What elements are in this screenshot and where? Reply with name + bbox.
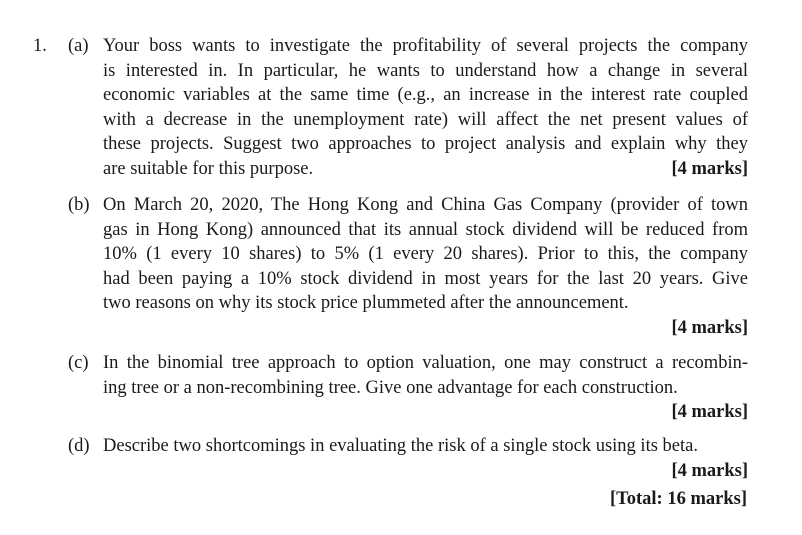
question-number: 1. bbox=[33, 36, 47, 56]
text-line: Describe two shortcomings in evaluating the risk of a single stock using its beta. bbox=[103, 436, 698, 456]
part-text bbox=[103, 351, 748, 425]
text-line bbox=[103, 157, 748, 182]
part-text bbox=[103, 34, 748, 181]
marks-label: [4 marks] bbox=[671, 158, 748, 179]
part-label: (a) bbox=[68, 36, 89, 56]
marks-label: [4 marks] bbox=[671, 317, 748, 338]
text-line: On March 20, 2020, The Hong Kong and China Gas Company (provider of town bbox=[103, 195, 748, 215]
total-marks: [Total: 16 marks] bbox=[609, 489, 747, 509]
marks-label: [4 marks] bbox=[671, 402, 748, 422]
question-part-c bbox=[68, 351, 748, 425]
question-part-a bbox=[68, 34, 748, 181]
text-line: Your boss wants to investigate the profitability of several projects the company bbox=[103, 36, 748, 56]
text-line: these projects. Suggest two approaches to project analysis and explain why they bbox=[103, 134, 748, 154]
part-label: (c) bbox=[68, 353, 89, 373]
part-label: (b) bbox=[68, 195, 90, 215]
question-part-d bbox=[68, 434, 748, 483]
part-label: (d) bbox=[68, 436, 90, 456]
text-line: 10% (1 every 10 shares) to 5% (1 every 20 shares). Prior to this, the company bbox=[103, 244, 748, 264]
text-line: ing tree or a non-recombining tree. Give one advantage for each construction. bbox=[103, 377, 678, 398]
text-line: had been paying a 10% stock dividend in most years for the last 20 years. Give bbox=[103, 268, 748, 289]
text-line-end: are suitable for this purpose. bbox=[103, 158, 314, 179]
question-part-b bbox=[68, 193, 748, 340]
text-line: In the binomial tree approach to option valuation, one may construct a recombin- bbox=[103, 353, 748, 373]
text-line: with a decrease in the unemployment rate) will affect the net present values of bbox=[103, 109, 748, 130]
text-line: two reasons on why its stock price plummeted after the announcement. bbox=[103, 293, 629, 313]
marks-label: [4 marks] bbox=[671, 460, 748, 481]
part-text bbox=[103, 434, 748, 483]
text-line: economic variables at the same time (e.g., an increase in the interest rate coupled bbox=[103, 85, 748, 105]
part-text bbox=[103, 193, 748, 340]
text-line: is interested in. In particular, he wants to understand how a change in several bbox=[103, 60, 748, 81]
text-line: gas in Hong Kong) announced that its annual stock dividend will be reduced from bbox=[103, 219, 748, 240]
